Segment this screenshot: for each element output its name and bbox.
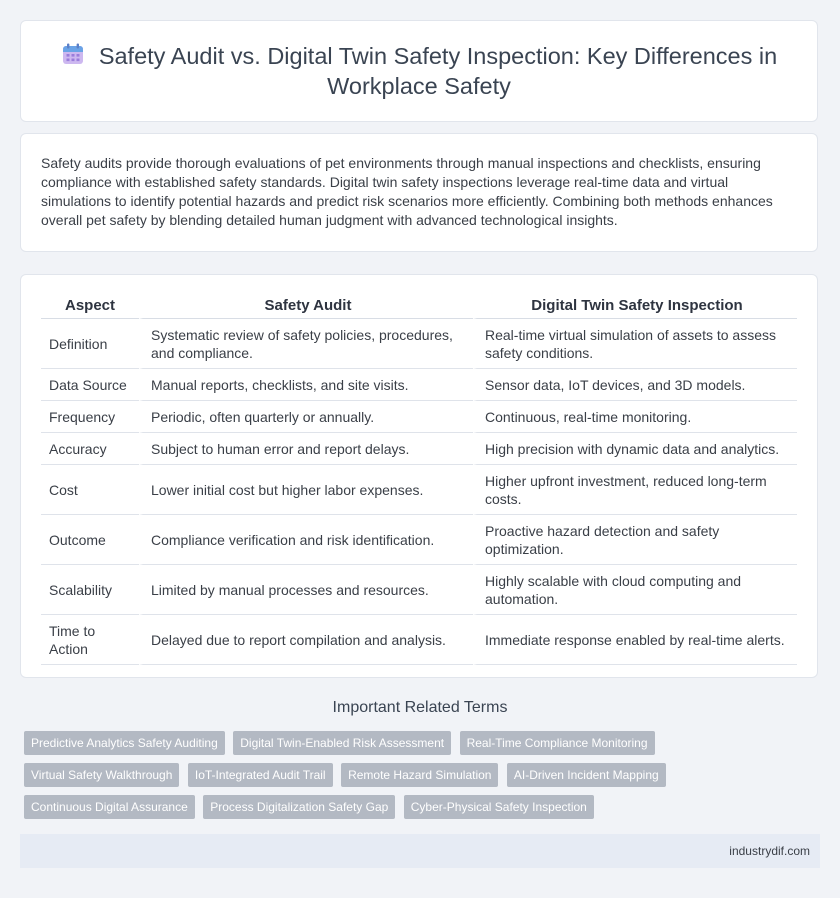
table-header-row [41, 293, 797, 319]
related-terms-list [24, 731, 804, 827]
related-term-tag[interactable]: Cyber-Physical Safety Inspection [404, 795, 594, 819]
related-term-tag[interactable]: IoT-Integrated Audit Trail [188, 763, 333, 787]
related-term-tag[interactable]: Process Digitalization Safety Gap [203, 795, 395, 819]
aspect-cell: Scalability [41, 565, 139, 615]
digital-twin-cell: Sensor data, IoT devices, and 3D models. [473, 369, 797, 401]
related-term-tag[interactable]: Real-Time Compliance Monitoring [460, 731, 655, 755]
calendar-icon [61, 42, 85, 71]
table-row [41, 515, 797, 565]
safety-audit-cell: Subject to human error and report delays. [139, 433, 473, 465]
column-header-digital-twin: Digital Twin Safety Inspection [473, 293, 797, 319]
aspect-cell: Outcome [41, 515, 139, 565]
aspect-cell: Time to Action [41, 615, 139, 665]
table-row [41, 369, 797, 401]
safety-audit-cell: Limited by manual processes and resources. [139, 565, 473, 615]
safety-audit-cell: Lower initial cost but higher labor expenses. [139, 465, 473, 515]
title-card [20, 20, 818, 122]
intro-card [20, 133, 818, 252]
digital-twin-cell: High precision with dynamic data and analytics. [473, 433, 797, 465]
safety-audit-cell: Systematic review of safety policies, procedures, and compliance. [139, 319, 473, 369]
aspect-cell: Cost [41, 465, 139, 515]
aspect-cell: Frequency [41, 401, 139, 433]
aspect-cell: Accuracy [41, 433, 139, 465]
digital-twin-cell: Higher upfront investment, reduced long-term costs. [473, 465, 797, 515]
table-row [41, 465, 797, 515]
digital-twin-cell: Proactive hazard detection and safety optimization. [473, 515, 797, 565]
table-row [41, 565, 797, 615]
digital-twin-cell: Highly scalable with cloud computing and automation. [473, 565, 797, 615]
table-row [41, 615, 797, 665]
safety-audit-cell: Delayed due to report compilation and analysis. [139, 615, 473, 665]
footer-bar [20, 834, 820, 868]
safety-audit-cell: Periodic, often quarterly or annually. [139, 401, 473, 433]
safety-audit-cell: Manual reports, checklists, and site visits. [139, 369, 473, 401]
digital-twin-cell: Immediate response enabled by real-time alerts. [473, 615, 797, 665]
related-term-tag[interactable]: Continuous Digital Assurance [24, 795, 195, 819]
aspect-cell: Data Source [41, 369, 139, 401]
related-terms-heading: Important Related Terms [332, 699, 508, 716]
related-term-tag[interactable]: Digital Twin-Enabled Risk Assessment [233, 731, 451, 755]
column-header-aspect: Aspect [41, 293, 139, 319]
intro-paragraph: Safety audits provide thorough evaluations of pet environments through manual inspections and checklists, ensuring compliance with established safety standards. Digital twin safety inspections leverage real-time data and virtual simulations to identify potential hazards and predict risk scenarios more efficiently. Combining both methods enhances overall pet safety by blending detailed human judgment with advanced technological insights. [41, 155, 773, 228]
comparison-card [20, 274, 818, 678]
column-header-safety-audit: Safety Audit [139, 293, 473, 319]
footer-site-link[interactable]: industrydif.com [729, 844, 810, 858]
table-row [41, 433, 797, 465]
table-row [41, 401, 797, 433]
related-term-tag[interactable]: Predictive Analytics Safety Auditing [24, 731, 225, 755]
page-title: Safety Audit vs. Digital Twin Safety Inspection: Key Differences in Workplace Safety [98, 43, 778, 99]
table-row [41, 319, 797, 369]
safety-audit-cell: Compliance verification and risk identification. [139, 515, 473, 565]
related-term-tag[interactable]: Virtual Safety Walkthrough [24, 763, 179, 787]
related-term-tag[interactable]: AI-Driven Incident Mapping [507, 763, 666, 787]
comparison-table [41, 293, 797, 665]
digital-twin-cell: Real-time virtual simulation of assets to assess safety conditions. [473, 319, 797, 369]
digital-twin-cell: Continuous, real-time monitoring. [473, 401, 797, 433]
related-term-tag[interactable]: Remote Hazard Simulation [341, 763, 498, 787]
aspect-cell: Definition [41, 319, 139, 369]
